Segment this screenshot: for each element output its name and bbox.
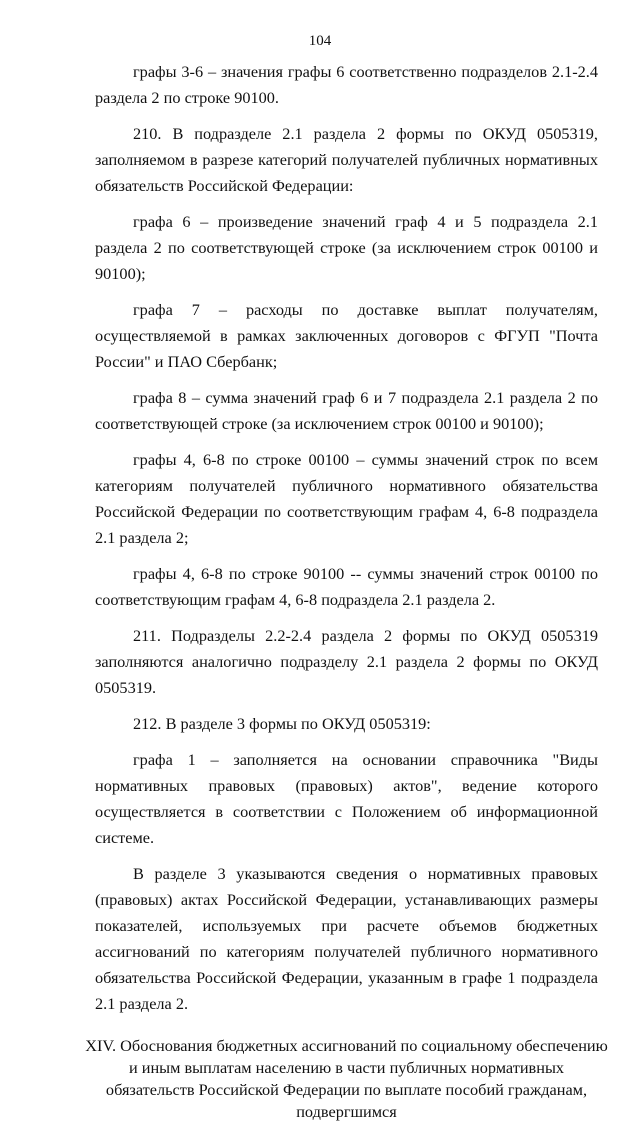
section-heading-xiv: XIV. Обоснования бюджетных ассигнований по социальному обеспечению и иным выплатам населению в части публичных нормативных обязательств Российской Федерации по выплате пособий гражданам, подвергшимся [85, 1036, 608, 1121]
paragraph-section-3: В разделе 3 указываются сведения о нормативных правовых (правовых) актах Российской Федерации, устанавливающих размеры показателей, используемых при расчете объемов бюджетных ассигнований по категориям получателей публичного нормативного обязательства Российской Федерации, указанным в графе 1 подраздела 2.1 раздела 2. [95, 864, 598, 1013]
paragraph-graphs-3-6: графы 3-6 – значения графы 6 соответственно подразделов 2.1-2.4 раздела 2 по строке 90100. [95, 62, 598, 107]
document-body [85, 59, 608, 1123]
paragraph-row-90100: графы 4, 6-8 по строке 90100 -- суммы значений строк 00100 по соответствующим графам 4, 6-8 подраздела 2.1 раздела 2. [95, 564, 598, 609]
paragraph-graph-1: графа 1 – заполняется на основании справочника "Виды нормативных правовых (правовых) актов", ведение которого осуществляется в соответствии с Положением об информационной системе. [95, 750, 598, 847]
paragraph-211: 211. Подразделы 2.2-2.4 раздела 2 формы по ОКУД 0505319 заполняются аналогично подразделу 2.1 раздела 2 формы по ОКУД 0505319. [95, 626, 598, 697]
paragraph-210: 210. В подразделе 2.1 раздела 2 формы по ОКУД 0505319, заполняемом в разрезе категорий получателей публичных нормативных обязательств Российской Федерации: [95, 124, 598, 195]
page-number: 104 [308, 33, 332, 49]
paragraph-graph-7: графа 7 – расходы по доставке выплат получателям, осуществляемой в рамках заключенных договоров с ФГУП "Почта России" и ПАО Сбербанк; [95, 300, 598, 371]
paragraph-212: 212. В разделе 3 формы по ОКУД 0505319: [133, 714, 431, 733]
paragraph-row-00100: графы 4, 6-8 по строке 00100 – суммы значений строк по всем категориям получателей публичного нормативного обязательства Российской Федерации по соответствующим графам 4, 6-8 подраздела 2.1 раздела 2; [95, 450, 598, 547]
paragraph-graph-8: графа 8 – сумма значений граф 6 и 7 подраздела 2.1 раздела 2 по соответствующей строке (за исключением строк 00100 и 90100); [95, 388, 598, 433]
paragraph-graph-6: графа 6 – произведение значений граф 4 и 5 подраздела 2.1 раздела 2 по соответствующей строке (за исключением строк 00100 и 90100); [95, 212, 598, 283]
